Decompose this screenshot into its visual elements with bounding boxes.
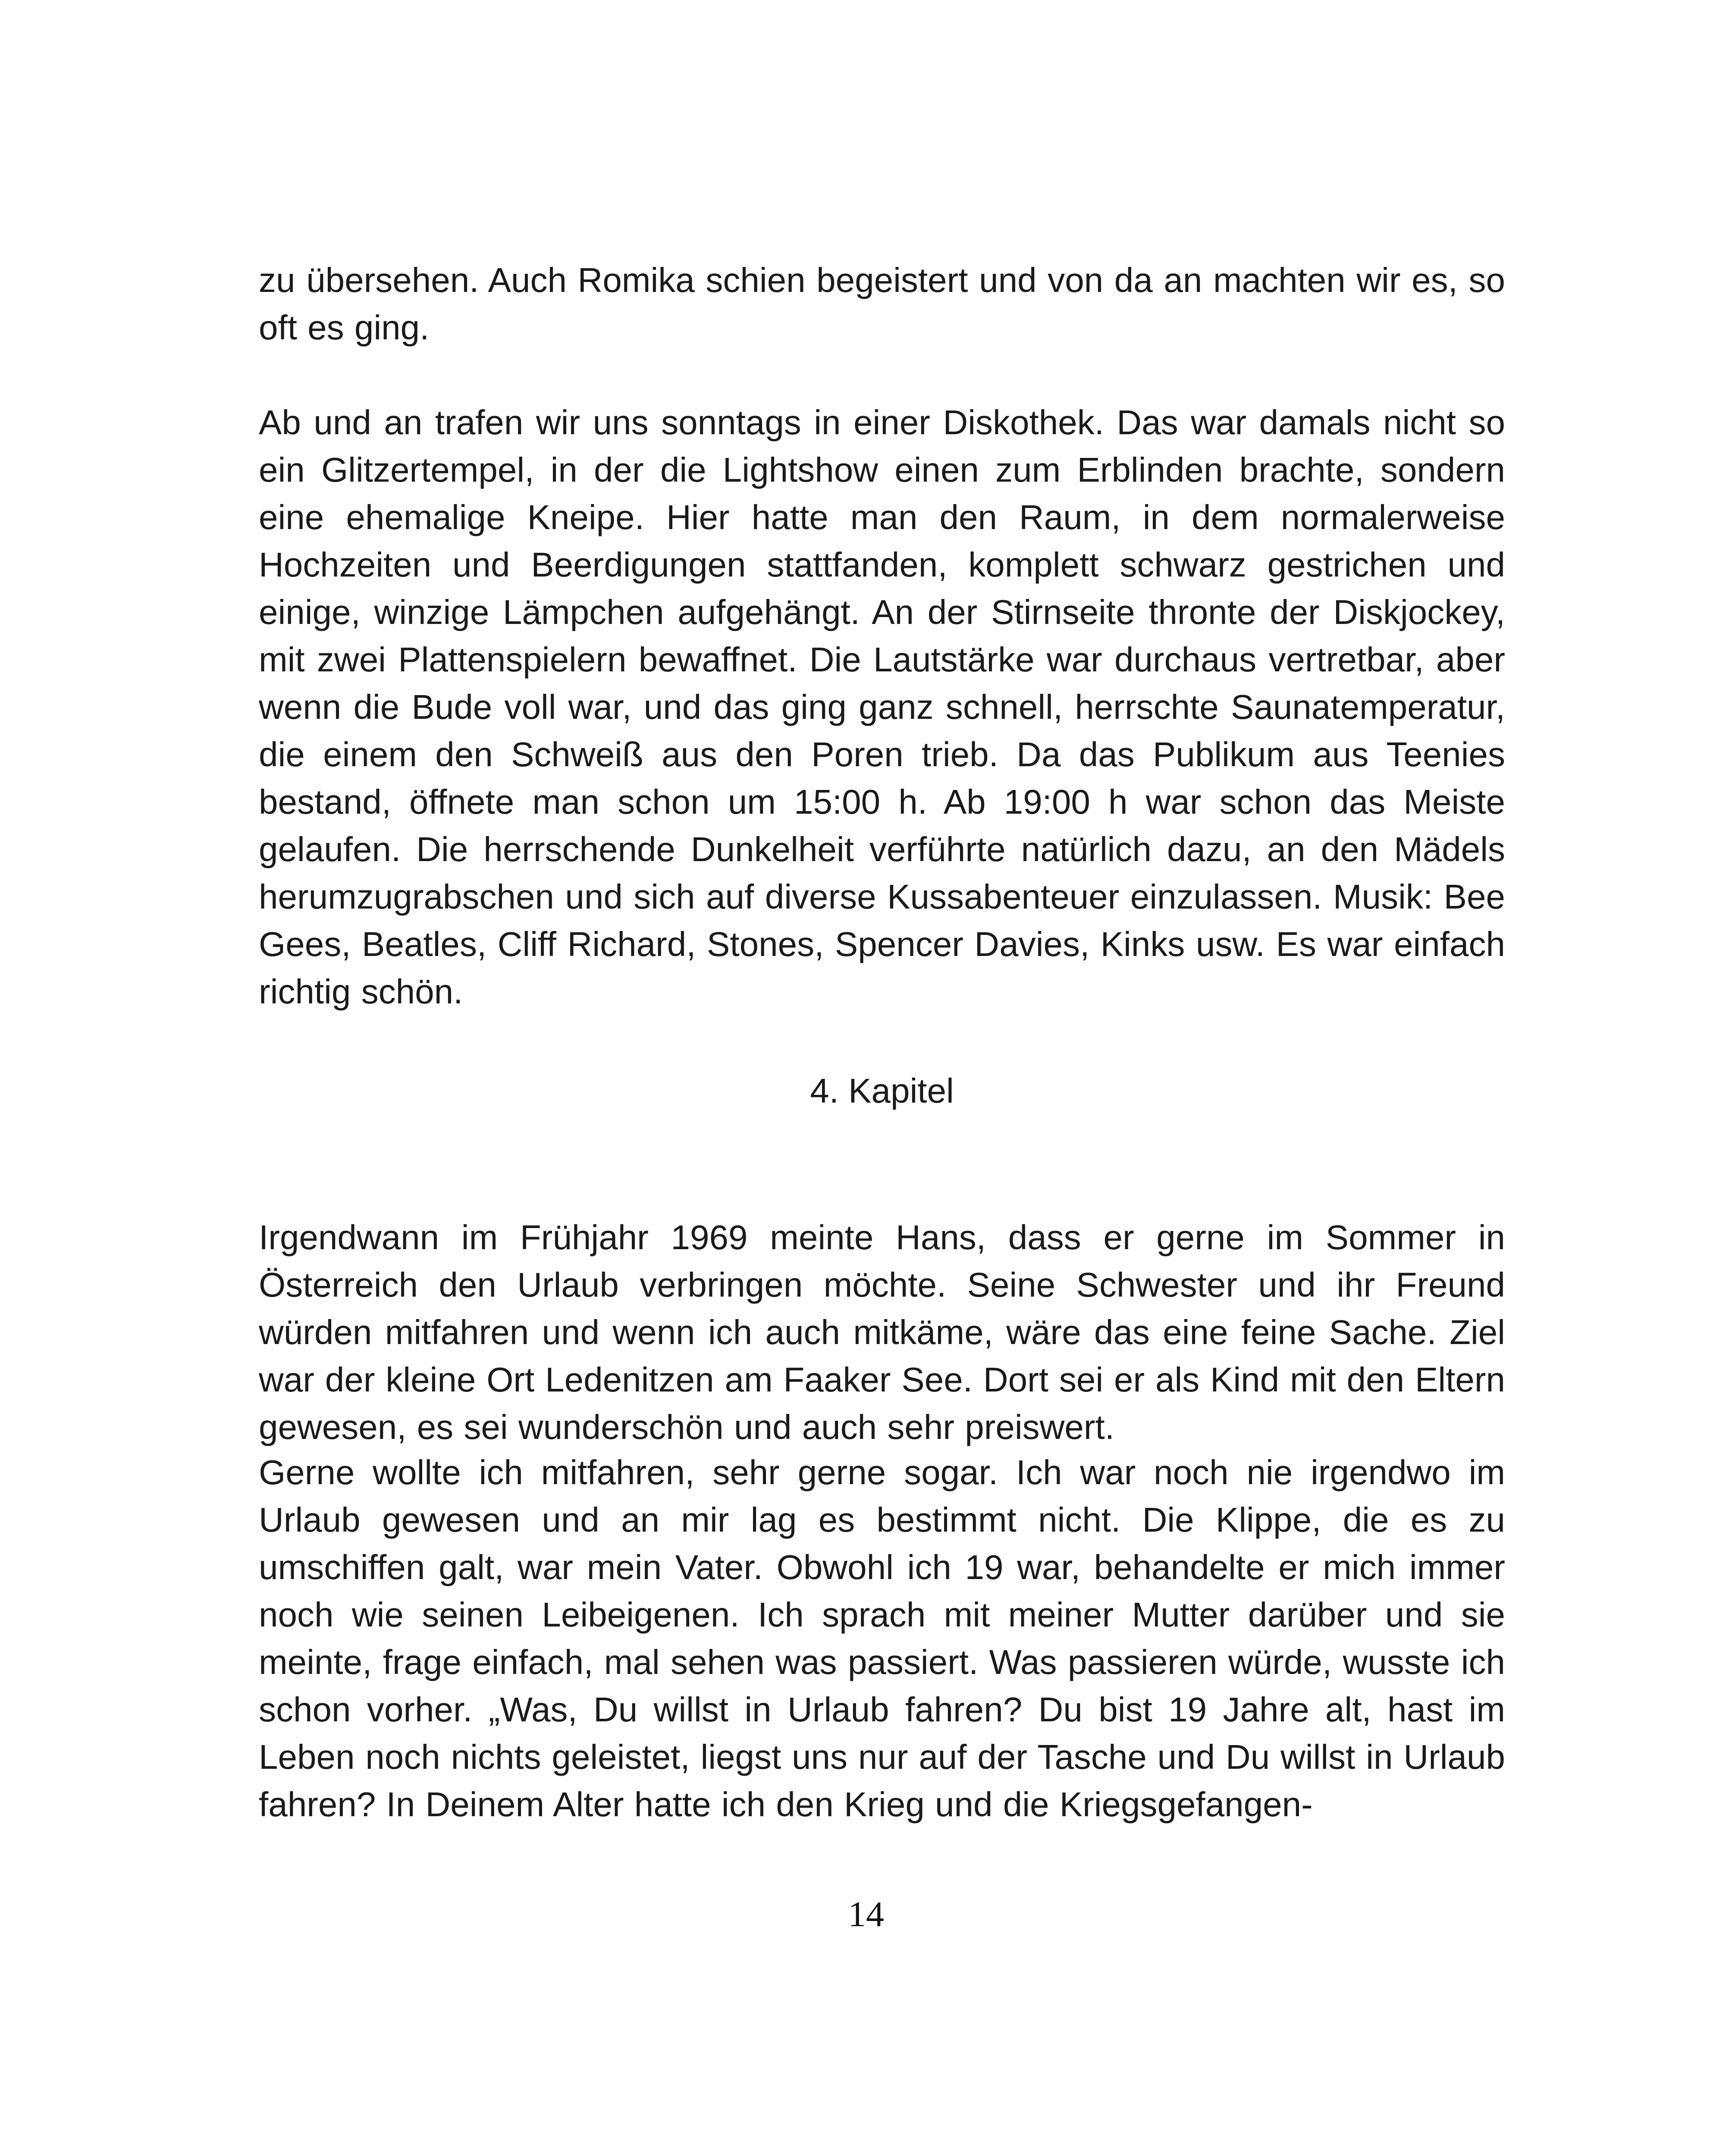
chapter-heading: 4. Kapitel: [810, 1072, 954, 1110]
paragraph-4: Gerne wollte ich mitfahren, sehr gerne sogar. Ich war noch nie irgendwo im Urlaub gewesen und an mir lag es bestimmt nicht. Die Klippe, die es zu umschiffen galt, war mein Vater. Obwohl ich 19 war, behandelte er mich immer noch wie seinen Leibeigenen. Ich sprach mit meiner Mutter darüber und sie meinte, frage einfach, mal sehen was passiert. Was passieren würde, wusste ich schon vorher. „Was, Du willst in Urlaub fahren? Du bist 19 Jahre alt, hast im Leben noch nichts geleistet, liegst uns nur auf der Tasche und Du willst in Urlaub fahren? In Deinem Alter hatte ich den Krieg und die Kriegsgefangen-: [259, 1453, 1505, 1824]
paragraph-3: Irgendwann im Frühjahr 1969 meinte Hans, dass er gerne im Sommer in Österreich den Urlaub verbringen möchte. Seine Schwester und ihr Freund würden mitfahren und wenn ich auch mitkäme, wäre das eine feine Sache. Ziel war der kleine Ort Ledenitzen am Faaker See. Dort sei er als Kind mit den Eltern gewesen, es sei wunderschön und auch sehr preiswert.: [259, 1218, 1505, 1446]
paragraph-1: zu übersehen. Auch Romika schien begeistert und von da an machten wir es, so oft es ging.: [259, 261, 1505, 347]
page-number: 14: [848, 1894, 884, 1934]
paragraph-2: Ab und an trafen wir uns sonntags in einer Diskothek. Das war damals nicht so ein Glitzertempel, in der die Lightshow einen zum Erblinden brachte, sondern eine ehemalige Kneipe. Hier hatte man den Raum, in dem normalerweise Hochzeiten und Beerdigungen stattfanden, komplett schwarz gestrichen und einige, winzige Lämpchen aufgehängt. An der Stirnseite thronte der Diskjockey, mit zwei Plattenspielern bewaffnet. Die Lautstärke war durchaus vertretbar, aber wenn die Bude voll war, und das ging ganz schnell, herrschte Saunatemperatur, die einem den Schweiß aus den Poren trieb. Da das Publikum aus Teenies bestand, öffnete man schon um 15:00 h. Ab 19:00 h war schon das Meiste gelaufen. Die herrschende Dunkelheit verführte natürlich dazu, an den Mädels herumzugrabschen und sich auf diverse Kussabenteuer einzulassen. Musik: Bee Gees, Beatles, Cliff Richard, Stones, Spencer Davies, Kinks usw. Es war einfach richtig schön.: [259, 403, 1505, 1011]
